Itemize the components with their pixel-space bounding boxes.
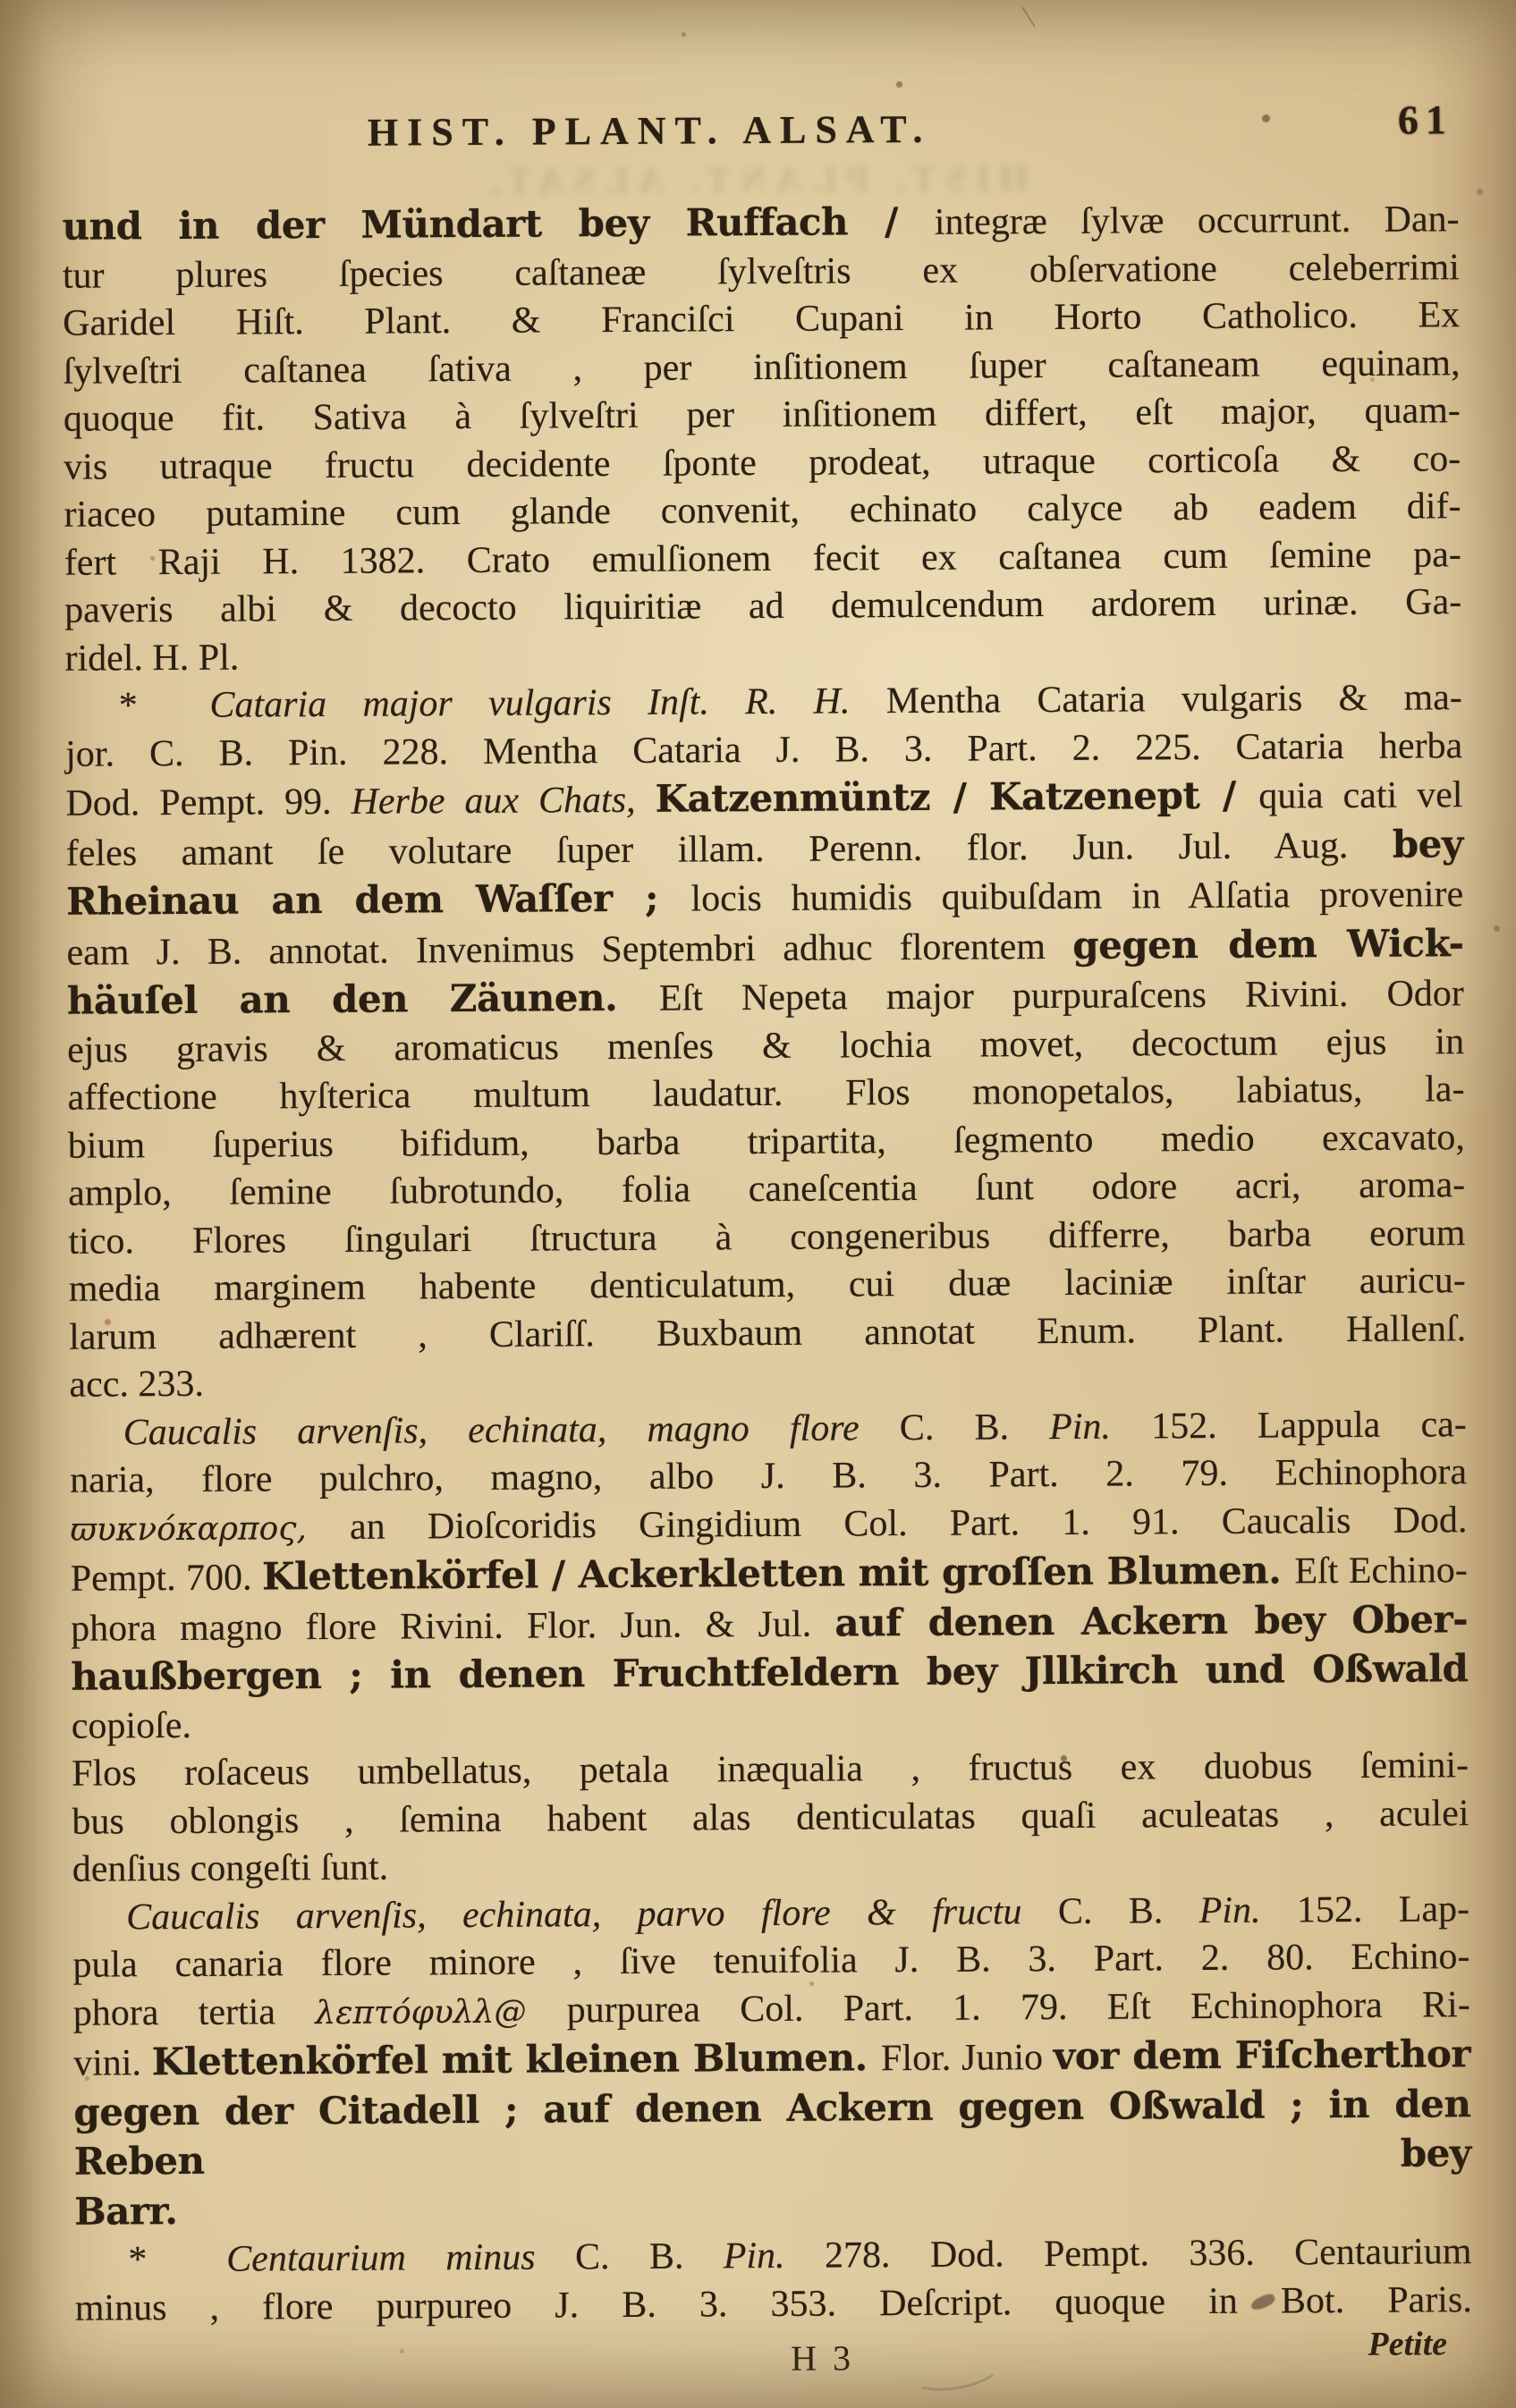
text-line: Barr. (73, 2188, 178, 2234)
text-line: naria, flore pulchro, magno, albo J. B. 3. Part. 2. 79. Echinophora (69, 1451, 1468, 1501)
text-line: larum adhærent , Clariſſ. Buxbaum annotat Enum. Plant. Hallenſ. (69, 1307, 1467, 1358)
text-line: pula canaria flore minore , ſive tenuifolia J. B. 3. Part. 2. 80. Echino- (72, 1936, 1470, 1986)
text-line: feles amant ſe volutare ſuper illam. Perenn. flor. Jun. Jul. Aug. bey (65, 821, 1463, 874)
page-header (62, 97, 1460, 203)
text-line: ϖυκνόκαρπος, an Dioſcoridis Gingidium Col. Part. 1. 91. Caucalis Dod. (70, 1499, 1468, 1549)
text-line: minus , flore purpureo J. B. 3. 353. Deſcript. quoque in Bot. Paris. (74, 2278, 1472, 2329)
text-line: tur plures ſpecies caſtaneæ ſylveſtris ex obſervatione celeberrimi (62, 246, 1461, 297)
text-line: Garidel Hiſt. Plant. & Franciſci Cupani in Horto Catholico. Ex (63, 294, 1461, 344)
text-line: * Centaurium minus C. B. Pin. 278. Dod. Pempt. 336. Centaurium (128, 2231, 1472, 2281)
text-line: ejus gravis & aromaticus menſes & lochia movet, decoctum ejus in (67, 1020, 1465, 1071)
text-line: denſius congeſti ſunt. (72, 1846, 389, 1890)
text-line: eam J. B. annotat. Invenimus Septembri adhuc florentem gegen dem Wick- (66, 920, 1464, 974)
text-line: media marginem habente denticulatum, cui duæ laciniæ inſtar auricu- (68, 1260, 1466, 1310)
showthrough-ghost: HIST. PLANT. ALSAT. (482, 158, 1029, 203)
text-line: amplo, ſemine ſubrotundo, folia caneſcentia ſunt odore acri, aroma- (68, 1164, 1466, 1214)
page-number: 61 (1397, 97, 1454, 143)
text-line: bus oblongis , ſemina habent alas denticulatas quaſi aculeatas , aculei (72, 1792, 1469, 1843)
text-line: Pempt. 700. Klettenkörfel / Ackerkletten mit groſſen Blumen. Eſt Echino- (70, 1548, 1468, 1600)
text-line: Dod. Pempt. 99. Herbe aux Chats, Katzenmüntz / Katzenept / quia cati vel (65, 773, 1463, 824)
page-content (62, 97, 1473, 2395)
ink-scratch (1021, 6, 1035, 27)
text-line: bium ſuperius bifidum, barba tripartita, ſegmento medio excavato, (67, 1116, 1465, 1167)
text-line: phora magno flore Rivini. Flor. Jun. & Jul. auf denen Ackern bey Ober- (70, 1596, 1469, 1650)
text-line: Rheinau an dem Waſſer ; locis humidis quibuſdam in Alſatia provenire (66, 874, 1464, 924)
text-line: paveris albi & decocto liquiritiæ ad demulcendum ardorem urinæ. Ga- (64, 581, 1462, 631)
text-line: jor. C. B. Pin. 228. Mentha Cataria J. B. 3. Part. 2. 225. Cataria herba (65, 724, 1463, 775)
text-line: ridel. H. Pl. (64, 637, 240, 680)
text-line: ſylveſtri caſtanea ſativa , per inſitionem ſuper caſtaneam equinam, (63, 342, 1461, 393)
text-line: affectione hyſterica multum laudatur. Flos monopetalos, labiatus, la- (67, 1069, 1465, 1119)
text-line: fert Raji H. 1382. Crato emulſionem fecit ex caſtanea cum ſemine pa- (64, 533, 1461, 584)
text-line: haußbergen ; in denen Fruchtfeldern bey Jllkirch und Oßwald copioſe. (71, 1646, 1469, 1747)
text-line: häuſel an den Zäunen. Eſt Nepeta major purpuraſcens Rivini. Odor (66, 973, 1464, 1023)
page-footer (75, 2324, 1472, 2395)
text-line: und in der Mündart bey Ruffach / integræ ſylvæ occurrunt. Dan- (62, 199, 1460, 249)
text-line: Caucalis arvenſis, echinata, magno flore C. B. Pin. 152. Lappula ca- (123, 1403, 1467, 1453)
signature-mark: H 3 (791, 2337, 855, 2378)
text-line: Caucalis arvenſis, echinata, parvo flore & fructu C. B. Pin. 152. Lap- (125, 1888, 1470, 1938)
text-line: Flos roſaceus umbellatus, petala inæqualia , fructus ex duobus ſemini- (71, 1745, 1469, 1795)
text-line: * Cataria major vulgaris Inſt. R. H. Mentha Cataria vulgaris & ma- (118, 677, 1462, 727)
text-line: quoque fit. Sativa à ſylveſtri per inſitionem differt, eſt major, quam- (63, 390, 1461, 440)
page-text (62, 194, 1472, 2332)
text-line: vini. Klettenkörfel mit kleinen Blumen. Flor. Junio vor dem Fiſcherthor (72, 2032, 1471, 2084)
text-line: acc. 233. (69, 1363, 205, 1406)
text-line: phora tertia λεπτόφυλλ@ purpurea Col. Part. 1. 79. Eſt Echinophora Ri- (72, 1983, 1470, 2034)
text-line: tico. Flores ſingulari ſtructura à congeneribus differre, barba eorum (68, 1212, 1466, 1263)
text-line: riaceo putamine cum glande convenit, echinato calyce ab eadem dif- (64, 486, 1461, 536)
running-title: HIST. PLANT. ALSAT. (367, 106, 932, 155)
paper-specks (0, 0, 4, 4)
text-line: vis utraque fructu decidente ſponte prodeat, utraque corticoſa & co- (64, 437, 1461, 488)
text-line: gegen der Citadell ; auf denen Ackern gegen Oßwald ; in den Reben bey (73, 2081, 1471, 2184)
catchword: Petite (1368, 2325, 1448, 2363)
